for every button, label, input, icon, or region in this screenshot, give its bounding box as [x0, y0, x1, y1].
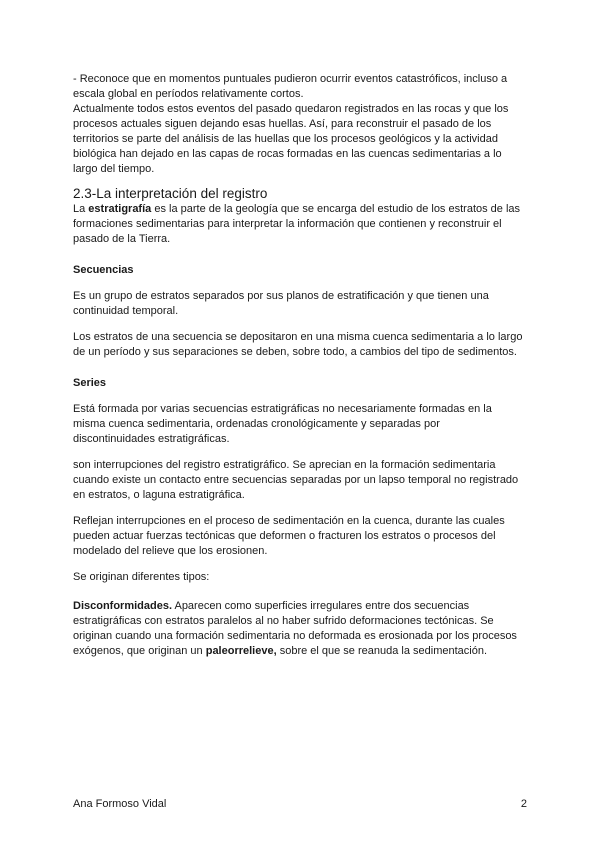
section-text-pre: La: [73, 203, 89, 215]
intro-paragraph-2: Actualmente todos estos eventos del pasado quedaron registrados en las rocas y que los procesos actuales siguen dejando esas huellas. Así, para reconstruir el pasado de los territorios se parte del análisis de las huellas que los procesos geológicos y la actividad biológica han dejado en las capas de rocas formadas en las cuencas sedimentarias a lo largo del tiempo.: [73, 103, 509, 175]
footer-author: Ana Formoso Vidal: [73, 798, 167, 810]
series-heading: Series: [73, 377, 107, 389]
series-paragraph-4: Se originan diferentes tipos:: [73, 571, 210, 583]
page-number: 2: [520, 798, 527, 810]
term-estratigrafia: estratigrafía: [88, 203, 152, 215]
term-paleorrelieve: paleorrelieve,: [205, 645, 277, 657]
section-heading: 2.3-La interpretación del registro: [73, 186, 268, 201]
section-paragraph: [73, 202, 523, 247]
series-text-post: sobre el que se reanuda la sedimentación.: [276, 645, 488, 657]
secuencias-paragraph-1: Es un grupo de estratos separados por sus planos de estratificación y que tienen una continuidad temporal.: [73, 290, 489, 317]
secuencias-paragraph-2: Los estratos de una secuencia se depositaron en una misma cuenca sedimentaria a lo largo de un período y sus separaciones se deben, sobre todo, a cambios del tipo de sedimentos.: [73, 331, 523, 358]
series-paragraph-2: son interrupciones del registro estratigráfico. Se aprecian en la formación sedimentaria cuando existe un contacto entre secuencias separadas por un lapso temporal no registrado en estratos, o laguna estratigráfica.: [73, 459, 519, 501]
series-paragraph-5: [73, 599, 523, 659]
secuencias-heading: Secuencias: [73, 264, 134, 276]
series-paragraph-3: Reflejan interrupciones en el proceso de sedimentación en la cuenca, durante las cuales pueden actuar fuerzas tectónicas que deformen o fracturen los estratos o procesos del modelado del relieve que los erosionen.: [73, 515, 505, 557]
document-page: [73, 72, 523, 659]
series-paragraph-1: Está formada por varias secuencias estratigráficas no necesariamente formadas en la misma cuenca sedimentaria, ordenadas cronológicamente y separadas por discontinuidades estratigráficas.: [73, 403, 492, 445]
page-footer: [73, 797, 527, 812]
term-disconformidades: Disconformidades.: [73, 600, 173, 612]
section-text-post: es la parte de la geología que se encarga del estudio de los estratos de las formaciones sedimentarias para interpretar la información que contienen y reconstruir el pasado de la Tierra.: [73, 203, 521, 245]
intro-paragraph-1: - Reconoce que en momentos puntuales pudieron ocurrir eventos catastróficos, incluso a escala global en períodos relativamente cortos.: [73, 73, 508, 100]
series-text-mid: Aparecen como superficies irregulares entre dos secuencias estratigráficas con estratos paralelos al no haber sufrido deformaciones tectónicas. Se originan cuando una formación sedimentaria no deformada es erosionada por los procesos exógenos, que originan un: [73, 600, 517, 657]
